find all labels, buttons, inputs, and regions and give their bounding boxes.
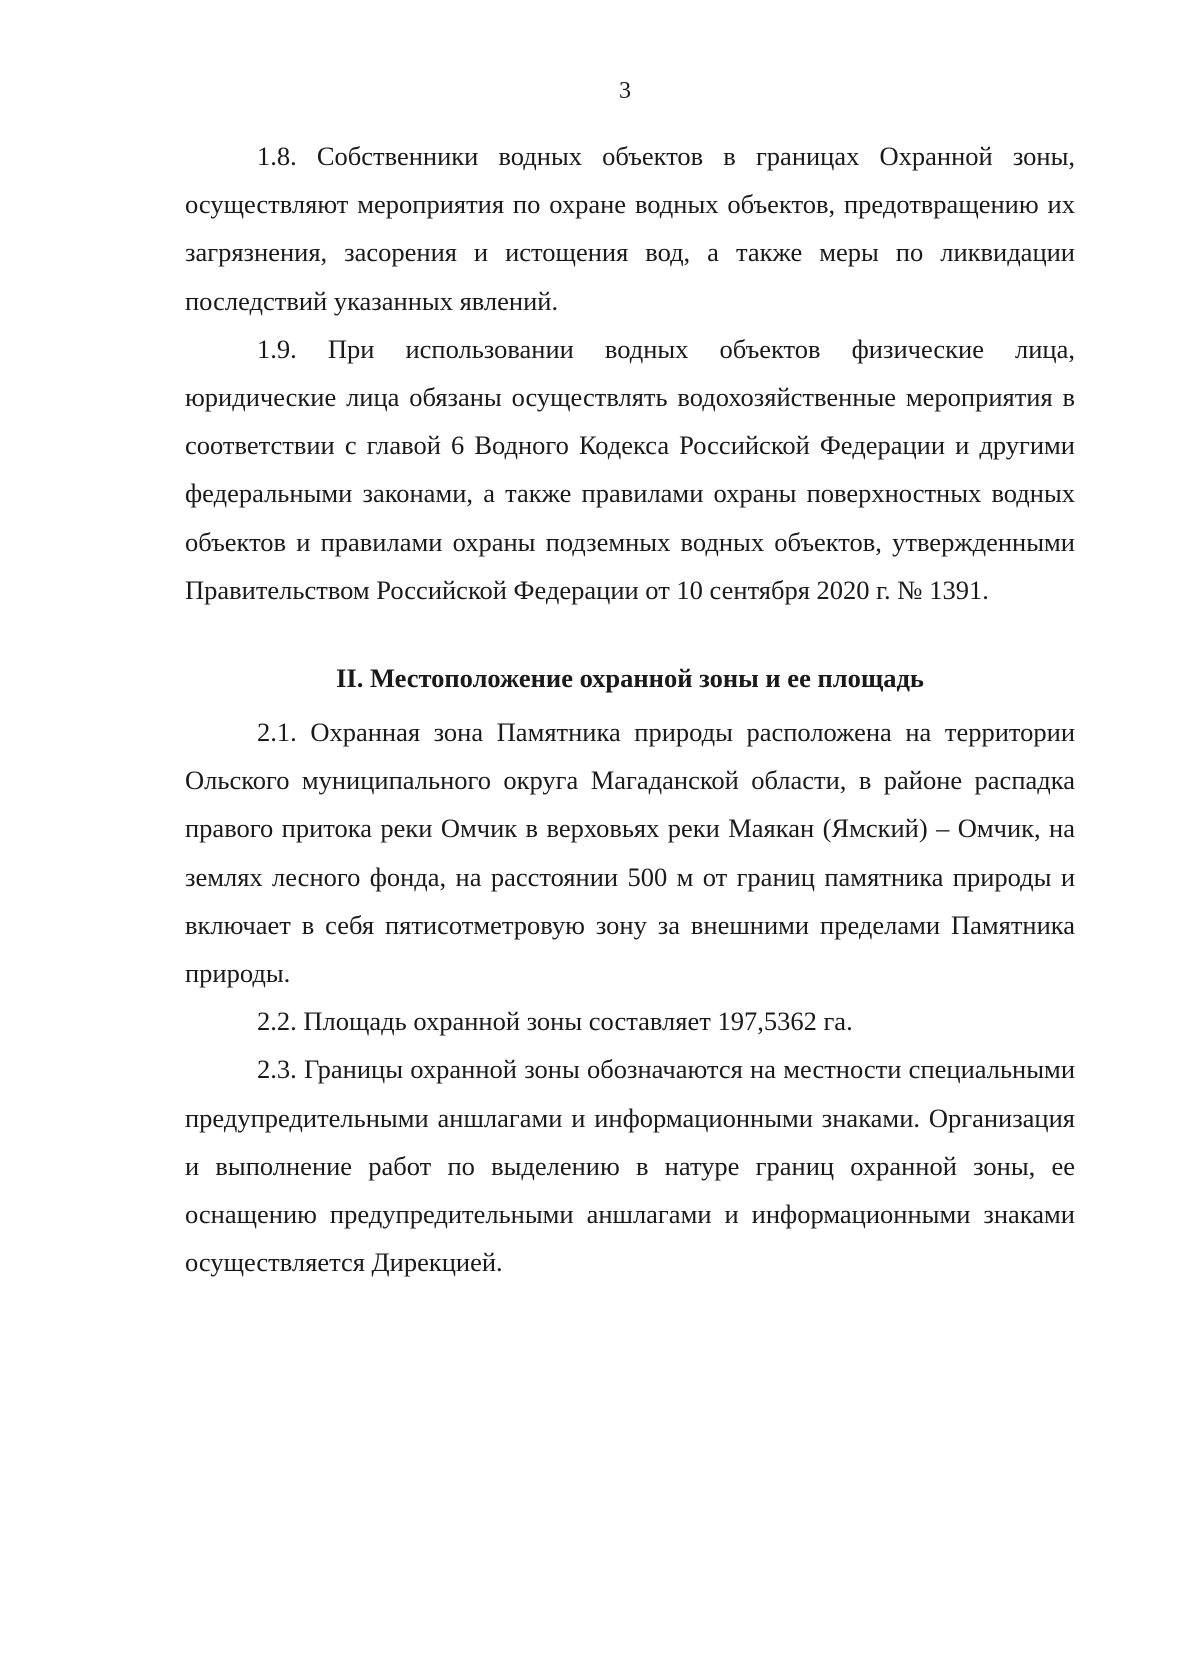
paragraph-1-8: 1.8. Собственники водных объектов в границах Охранной зоны, осуществляют мероприятия по охране водных объектов, предотвращению их загрязнения, засорения и истощения вод, а также меры по ликвидации последствий указанных явлений. bbox=[185, 141, 1075, 316]
page-number: 3 bbox=[619, 78, 631, 104]
paragraph-1-9: 1.9. При использовании водных объектов физические лица, юридические лица обязаны осуществлять водохозяйственные мероприятия в соответствии с главой 6 Водного Кодекса Российской Федерации и другими федеральными законами, а также правилами охраны поверхностных водных объектов и правилами охраны подземных водных объектов, утвержденными Правительством Российской Федерации от 10 сентября 2020 г. № 1391. bbox=[185, 333, 1075, 605]
paragraph-2-2: 2.2. Площадь охранной зоны составляет 197,5362 га. bbox=[257, 1006, 853, 1037]
paragraph-2-1: 2.1. Охранная зона Памятника природы расположена на территории Ольского муниципального округа Магаданской области, в районе распадка правого притока реки Омчик в верховьях реки Маякан (Ямский) – Омчик, на землях лесного фонда, на расстоянии 500 м от границ памятника природы и включает в себя пятисотметровую зону за внешними пределами Памятника природы. bbox=[185, 717, 1075, 989]
paragraph-2-3: 2.3. Границы охранной зоны обозначаются на местности специальными предупредительными аншлагами и информационными знаками. Организация и выполнение работ по выделению в натуре границ охранной зоны, ее оснащению предупредительными аншлагами и информационными знаками осуществляется Дирекцией. bbox=[185, 1054, 1075, 1278]
section-heading: II. Местоположение охранной зоны и ее площадь bbox=[336, 663, 924, 694]
document-body bbox=[185, 132, 1075, 1286]
